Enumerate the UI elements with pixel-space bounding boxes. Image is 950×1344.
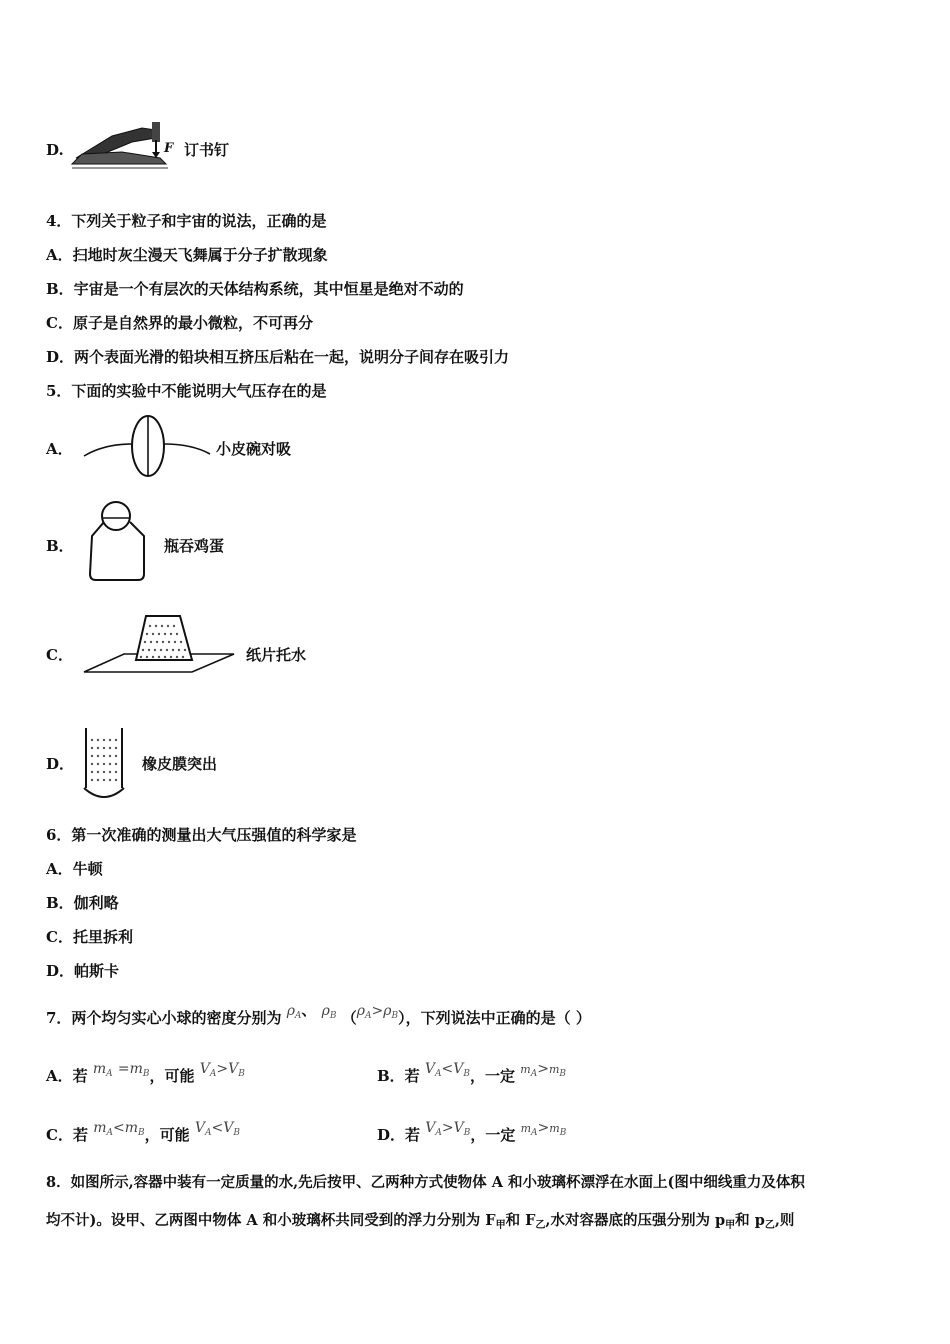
q6-option-d: D．帕斯卡	[46, 962, 120, 980]
q5-option-d-label: 橡皮膜突出	[142, 755, 218, 773]
q6-stem: 6．第一次准确的测量出大气压强值的科学家是	[46, 826, 357, 844]
q7-stem: 7．两个均匀实心小球的密度分别为 $\rho_A$、 $\rho_B$ $(\rho_A>\rho_B)$，下列说法中正确的是（ ）	[46, 1001, 591, 1027]
force-symbol: F	[164, 141, 174, 156]
q8-line-2: 均不计)。设甲、乙两图中物体 A 和小玻璃杯共同受到的浮力分别为 $F_甲$和 $F_乙$,水对容器底的压强分别为 $p_甲$和 $p_乙$,则	[46, 1212, 795, 1231]
q7-option-b: B．若 $V_A<V_B$，一定 $m_A>m_B$	[377, 1061, 567, 1085]
rubber-bowls-figure	[84, 414, 212, 482]
q5-option-b-label: 瓶吞鸡蛋	[164, 537, 225, 555]
q7-option-d: D．若 $V_A>V_B$，一定 $m_A>m_B$	[377, 1120, 567, 1144]
q6-option-a: A．牛顿	[46, 860, 103, 878]
q7-option-a: A．若 $m_A =m_B$，可能 $V_A>V_B$	[46, 1061, 245, 1085]
q7-option-c: C．若 $m_A<m_B$，可能 $V_A<V_B$	[46, 1120, 240, 1144]
q3-option-d-label: 订书钉	[184, 141, 230, 159]
q4-option-a: A．扫地时灰尘漫天飞舞属于分子扩散现象	[46, 246, 328, 264]
q6-option-b: B．伽利略	[46, 894, 119, 912]
q5-stem: 5．下面的实验中不能说明大气压存在的是	[46, 382, 327, 400]
q4-option-b: B．宇宙是一个有层次的天体结构系统，其中恒星是绝对不动的	[46, 280, 464, 298]
q8-line-1: 8．如图所示,容器中装有一定质量的水,先后按甲、乙两种方式使物体 A 和小玻璃杯漂浮在水面上(图中细线重力及体积	[46, 1174, 805, 1191]
q7-rho-list: $\rho_A$、 $\rho_B$	[286, 1001, 337, 1021]
q7-rho-compare: $\rho_A>\rho_B$	[356, 1003, 399, 1021]
q5-option-b-letter: B．	[46, 537, 74, 555]
q5-option-d-letter: D．	[46, 755, 75, 773]
q5-option-c-label: 纸片托水	[246, 646, 307, 664]
q4-option-d: D．两个表面光滑的铅块相互挤压后粘在一起，说明分子间存在吸引力	[46, 348, 510, 366]
stapler-figure	[72, 112, 182, 174]
q6-option-c: C．托里拆利	[46, 928, 133, 946]
q7-stem-a: 7．两个均匀实心小球的密度分别为	[46, 1009, 282, 1027]
q4-option-c: C．原子是自然界的最小微粒，不可再分	[46, 314, 313, 332]
q5-option-a-label: 小皮碗对吸	[216, 440, 292, 458]
q7-stem-b: ，下列说法中正确的是（ ）	[405, 1009, 591, 1027]
bottle-egg-figure	[86, 498, 152, 584]
q5-option-a-letter: A．	[46, 440, 73, 458]
q3-option-d-letter: D.	[46, 141, 64, 159]
paper-water-figure	[84, 612, 236, 676]
rubber-membrane-figure	[80, 726, 130, 802]
q5-option-c-letter: C．	[46, 646, 73, 664]
q4-stem: 4．下列关于粒子和宇宙的说法，正确的是	[46, 212, 327, 230]
